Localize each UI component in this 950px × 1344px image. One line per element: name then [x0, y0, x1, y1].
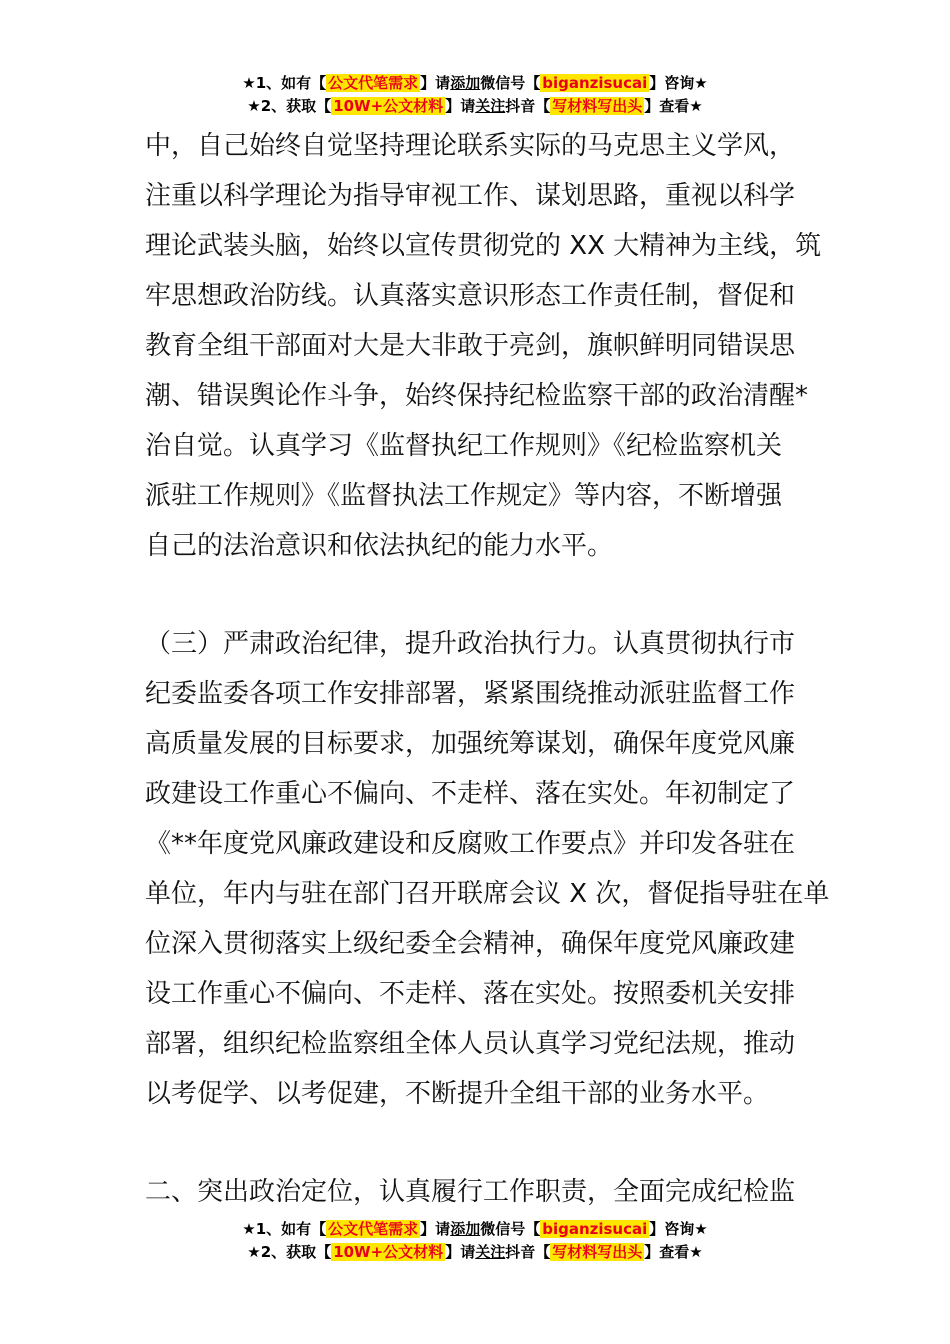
- banner-text: 抖音【: [505, 97, 551, 115]
- banner-text: 微信号【: [480, 1220, 541, 1238]
- banner-text: 】请: [420, 1220, 451, 1238]
- paragraph-gap: [145, 1119, 807, 1167]
- text-line: 位深入贯彻落实上级纪委全会精神，确保年度党风廉政建: [145, 929, 796, 959]
- text-line: 教育全组干部面对大是大非敢于亮剑，旗帜鲜明同错误思: [145, 331, 796, 361]
- banner-text: 抖音【: [505, 1243, 551, 1261]
- banner-line-2: [0, 1241, 950, 1264]
- highlight-materials: 10W+公文材料: [333, 1243, 444, 1261]
- banner-text: 】咨询★: [649, 1220, 708, 1238]
- banner-text: 微信号【: [480, 74, 541, 92]
- text-line: 牢思想政治防线。认真落实意识形态工作责任制，督促和: [145, 281, 796, 311]
- banner-line-1: [0, 72, 950, 95]
- text-line: 派驻工作规则》《监督执法工作规定》等内容，不断增强: [145, 481, 783, 511]
- banner-text: 】咨询★: [649, 74, 708, 92]
- banner-emphasis: 添加: [450, 1220, 481, 1238]
- highlight-douyin-account: 写材料写出头: [552, 1243, 643, 1261]
- text-line: 注重以科学理论为指导审视工作、谋划思路，重视以科学: [145, 181, 796, 211]
- text-line: 治自觉。认真学习《监督执纪工作规则》《纪检监察机关: [145, 431, 783, 461]
- document-body: [145, 121, 830, 1217]
- banner-line-2: [0, 95, 950, 118]
- section-heading-line: （三）严肃政治纪律，提升政治执行力。认真贯彻执行市: [145, 629, 796, 659]
- banner-text: 】请: [445, 97, 476, 115]
- text-line: 政建设工作重心不偏向、不走样、落在实处。年初制定了: [145, 779, 796, 809]
- paragraph-1: [145, 121, 822, 571]
- highlight-writing-service: 公文代笔需求: [328, 1220, 419, 1238]
- banner-text: 】请: [445, 1243, 476, 1261]
- banner-emphasis: 关注: [475, 97, 506, 115]
- text-line: 中，自己始终自觉坚持理论联系实际的马克思主义学风，: [145, 131, 796, 161]
- text-line: 自己的法治意识和依法执纪的能力水平。: [145, 531, 614, 561]
- banner-text: ★2、获取【: [247, 97, 332, 115]
- banner-text: 】查看★: [644, 1243, 703, 1261]
- text-line: 《**年度党风廉政建设和反腐败工作要点》并印发各驻在: [145, 829, 796, 859]
- paragraph-gap: [145, 571, 807, 619]
- highlight-douyin-account: 写材料写出头: [552, 97, 643, 115]
- text-line: 潮、错误舆论作斗争，始终保持纪检监察干部的政治清醒*: [145, 381, 809, 411]
- banner-emphasis: 关注: [475, 1243, 506, 1261]
- text-line: 单位，年内与驻在部门召开联席会议 X 次，督促指导驻在单: [145, 879, 830, 909]
- paragraph-2: [145, 619, 830, 1119]
- text-line: 高质量发展的目标要求，加强统筹谋划，确保年度党风廉: [145, 729, 796, 759]
- banner-line-1: [0, 1218, 950, 1241]
- footer-banner: [0, 1218, 950, 1264]
- paragraph-3: [145, 1167, 807, 1217]
- banner-text: ★1、如有【: [242, 1220, 327, 1238]
- highlight-materials: 10W+公文材料: [333, 97, 444, 115]
- banner-text: ★2、获取【: [247, 1243, 332, 1261]
- banner-emphasis: 添加: [450, 74, 481, 92]
- banner-text: ★1、如有【: [242, 74, 327, 92]
- header-banner: [0, 72, 950, 118]
- highlight-writing-service: 公文代笔需求: [328, 74, 419, 92]
- section-heading-line: 二、突出政治定位，认真履行工作职责，全面完成纪检监: [145, 1177, 796, 1207]
- highlight-wechat-id: biganzisucai: [542, 1220, 648, 1238]
- text-line: 设工作重心不偏向、不走样、落在实处。按照委机关安排: [145, 979, 796, 1009]
- banner-text: 】请: [420, 74, 451, 92]
- text-line: 理论武装头脑，始终以宣传贯彻党的 XX 大精神为主线，筑: [145, 231, 822, 261]
- banner-text: 】查看★: [644, 97, 703, 115]
- text-line: 部署，组织纪检监察组全体人员认真学习党纪法规，推动: [145, 1029, 796, 1059]
- highlight-wechat-id: biganzisucai: [542, 74, 648, 92]
- text-line: 纪委监委各项工作安排部署，紧紧围绕推动派驻监督工作: [145, 679, 796, 709]
- text-line: 以考促学、以考促建，不断提升全组干部的业务水平。: [145, 1079, 770, 1109]
